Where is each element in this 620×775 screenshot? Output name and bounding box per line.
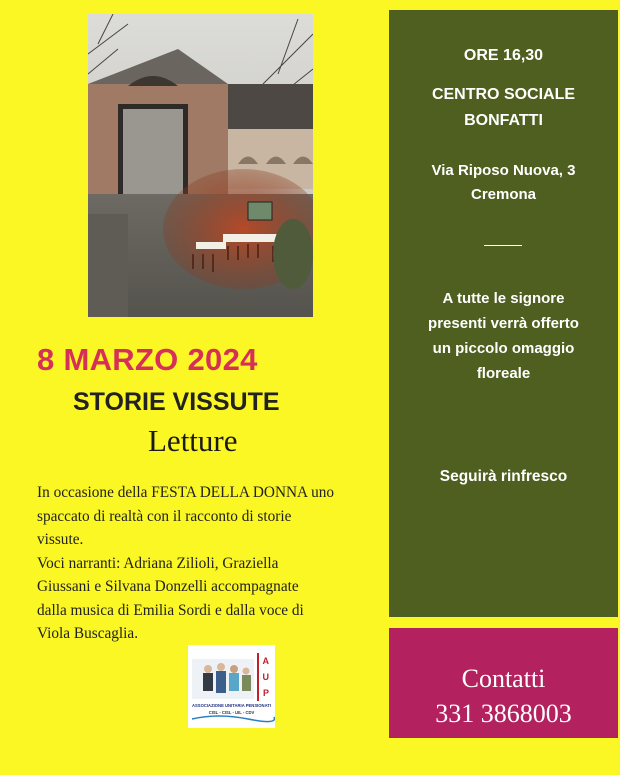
venue-name-line-2: BONFATTI [464,112,543,129]
logo-caption-sub: CISL - CISL - UIL - CDV [208,710,255,715]
aup-logo [188,645,275,728]
description-line: Giussani e Silvana Donzelli accompagnate [37,578,299,595]
event-subtitle: Letture [148,423,238,458]
address-city: Cremona [470,186,537,203]
description-line: Viola Buscaglia. [37,625,139,642]
contact-phone[interactable]: 331 3868003 [435,699,572,728]
offer-line-3: un piccolo omaggio [432,340,575,357]
event-info-panel [389,10,618,617]
event-title: STORIE VISSUTE [73,388,280,416]
divider [484,245,522,246]
refreshment-note: Seguirà rinfresco [439,468,568,485]
logo-caption: ASSOCIAZIONE UNITARIA PENSIONATI [191,703,272,708]
description-line: spaccato di realtà con il racconto di storie [37,507,292,525]
event-description [37,481,382,646]
offer-line-2: presenti verrà offerto [428,315,579,332]
description-line: Voci narranti: Adriana Zilioli, Graziella [37,554,279,572]
venue-name [389,82,618,134]
description-line: dalla musica di Emilia Sordi e dalla voce di [37,601,304,619]
contacts-panel [389,628,618,738]
event-date: 8 MARZO 2024 [37,342,258,377]
address-street: Via Riposo Nuova, 3 [431,162,576,179]
logo-letter: P [262,688,269,698]
gift-offer-text [389,286,618,386]
offer-line-1: A tutte le signore [442,290,565,307]
venue-photo [88,14,313,317]
logo-letter: A [262,656,269,666]
venue-address [389,159,618,207]
logo-letter: U [262,672,269,682]
event-time: ORE 16,30 [463,47,544,64]
venue-name-line-1: CENTRO SOCIALE [431,86,576,103]
contacts-label: Contatti [461,664,546,693]
description-line: vissute. [37,531,84,548]
offer-line-4: floreale [476,365,531,382]
description-line: In occasione della FESTA DELLA DONNA uno [37,484,335,501]
